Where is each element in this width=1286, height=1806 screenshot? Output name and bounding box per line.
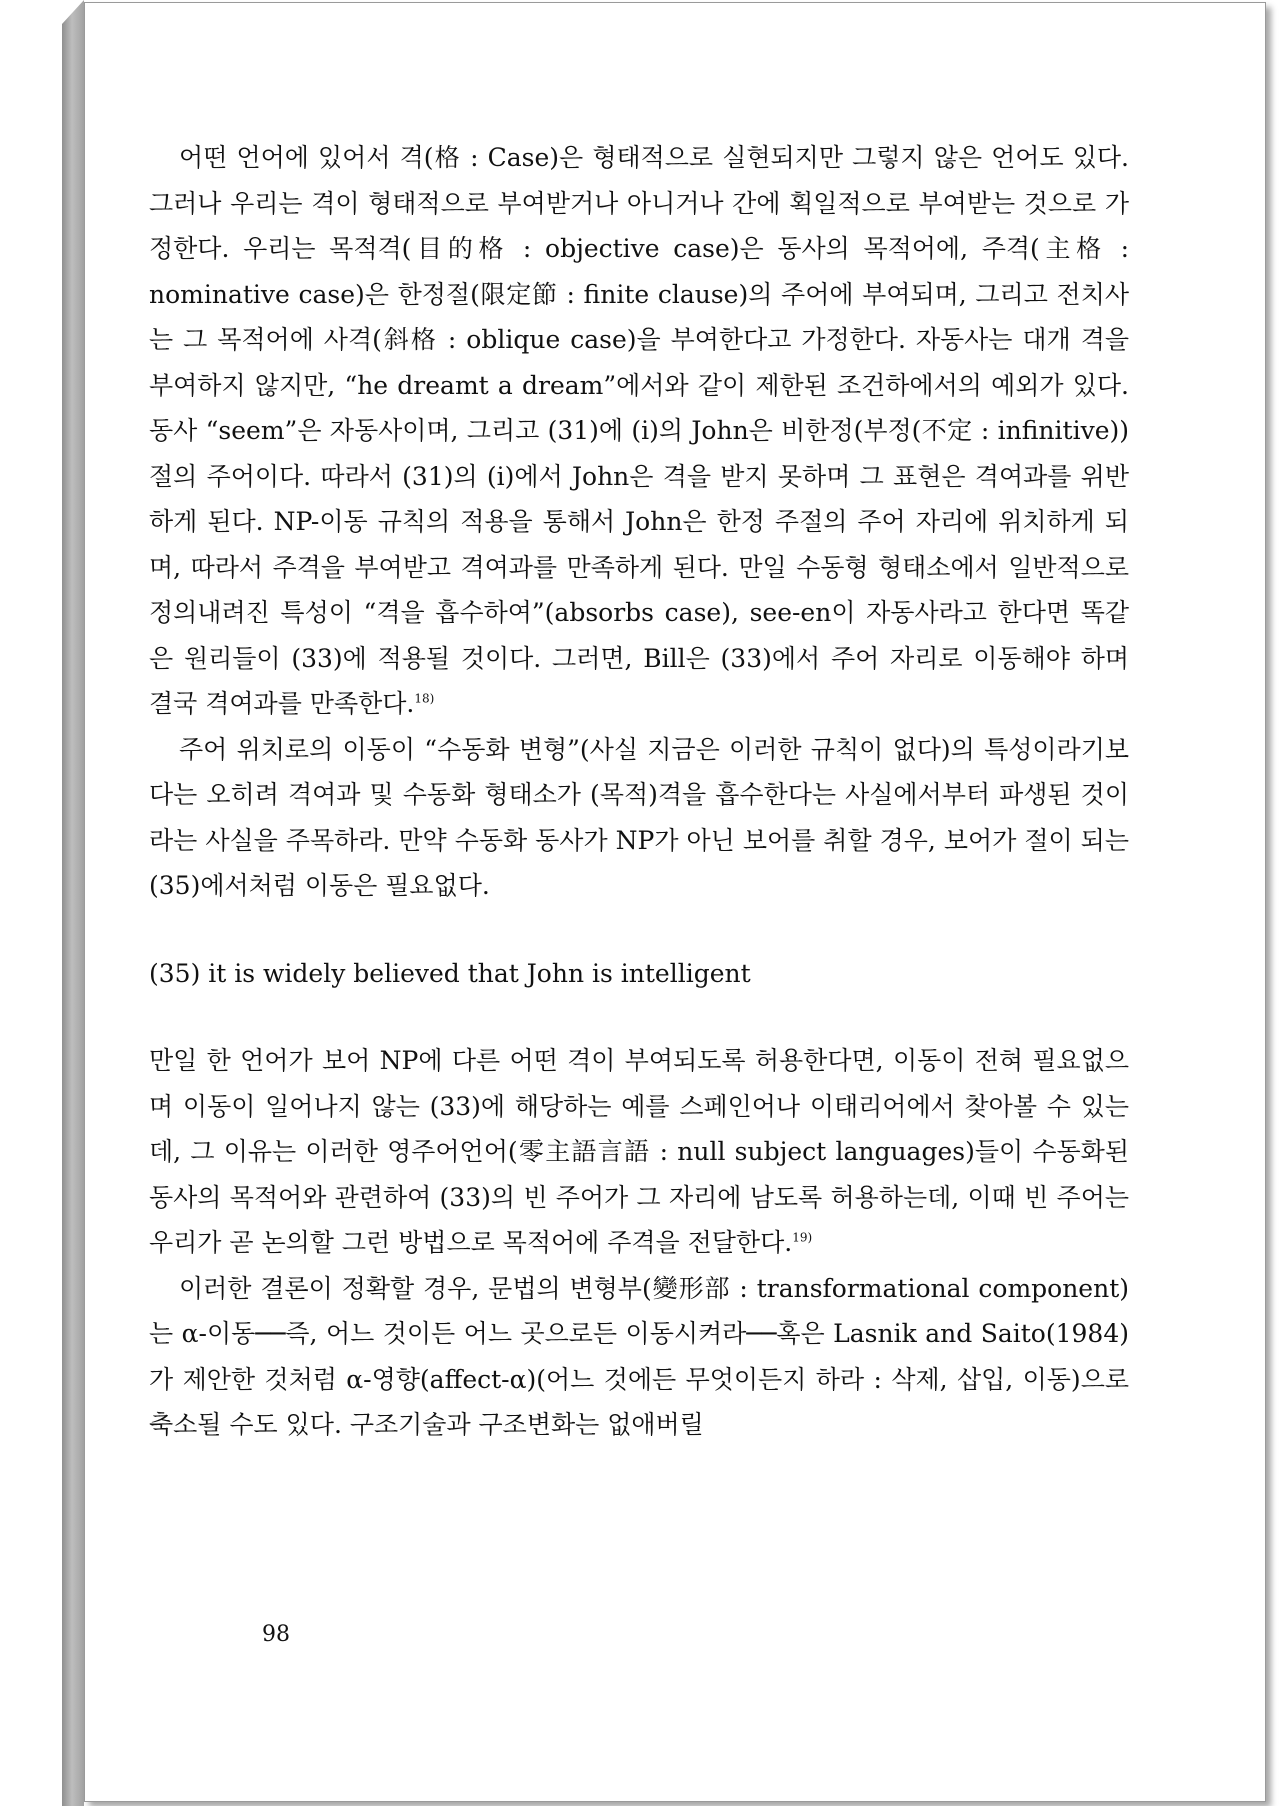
paragraph-1-text: 어떤 언어에 있어서 격(格 : Case)은 형태적으로 실현되지만 그렇지 않은 언어도 있다. 그러나 우리는 격이 형태적으로 부여받거나 아니거나 간에 획일적으로 부여받는 것으로 가정한다. 우리는 목적격(目的格 : objective case)은 동사의 목적어에, 주격(主格 : nominative case)은 한정절(限定節 : finite clause)의 주어에 부여되며, 그리고 전치사는 그 목적어에 사격(斜格 : oblique case)을 부여한다고 가정한다. 자동사는 대개 격을 부여하지 않지만, “he dreamt a dream”에서와 같이 제한된 조건하에서의 예외가 있다. 동사 “seem”은 자동사이며, 그리고 (31)에 (i)의 John은 비한정(부정(不定 : infinitive))절의 주어이다. 따라서 (31)의 (i)에서 John은 격을 받지 못하며 그 표현은 격여과를 위반하게 된다. NP-이동 규칙의 적용을 통해서 John은 한정 주절의 주어 자리에 위치하게 되며, 따라서 주격을 부여받고 격여과를 만족하게 된다. 만일 수동형 형태소에서 일반적으로 정의내려진 특성이 “격을 흡수하여”(absorbs case), see-en이 자동사라고 한다면 똑같은 원리들이 (33)에 적용될 것이다. 그러면, Bill은 (33)에서 주어 자리로 이동해야 하며 결국 격여과를 만족한다. [149, 143, 1129, 718]
book-spine [62, 0, 84, 1806]
body-text [149, 135, 1129, 1448]
paragraph-2: 주어 위치로의 이동이 “수동화 변형”(사실 지금은 이러한 규칙이 없다)의 특성이라기보다는 오히려 격여과 및 수동화 형태소가 (목적)격을 흡수한다는 사실에서부터 파생된 것이라는 사실을 주목하라. 만약 수동화 동사가 NP가 아닌 보어를 취할 경우, 보어가 절이 되는 (35)에서처럼 이동은 필요없다. [149, 734, 1129, 900]
paragraph-3 [149, 1038, 1129, 1266]
paragraph-1 [149, 135, 1129, 727]
book-spine-corner [62, 0, 84, 24]
paragraph-3-text: 만일 한 언어가 보어 NP에 다른 어떤 격이 부여되도록 허용한다면, 이동이 전혀 필요없으며 이동이 일어나지 않는 (33)에 해당하는 예를 스페인어나 이태리어에서 찾아볼 수 있는데, 그 이유는 이러한 영주어언어(零主語言語 : null subject languages)들이 수동화된 동사의 목적어와 관련하여 (33)의 빈 주어가 그 자리에 남도록 허용하는데, 이때 빈 주어는 우리가 곧 논의할 그런 방법으로 목적어에 주격을 전달한다. [149, 1046, 1129, 1257]
paragraph-4: 이러한 결론이 정확할 경우, 문법의 변형부(變形部 : transformational component)는 α-이동──즉, 어느 것이든 어느 곳으로든 이동시켜라──혹은 Lasnik and Saito(1984)가 제안한 것처럼 α-영향(affect-α)(어느 것에든 무엇이든지 하라 : 삭제, 삽입, 이동)으로 축소될 수도 있다. 구조기술과 구조변화는 없애버릴 [149, 1273, 1129, 1439]
footnote-ref-19: 19) [792, 1230, 813, 1245]
page-number: 98 [262, 1622, 290, 1647]
example-35: (35) it is widely believed that John is intelligent [149, 958, 751, 988]
footnote-ref-18: 18) [414, 691, 435, 706]
